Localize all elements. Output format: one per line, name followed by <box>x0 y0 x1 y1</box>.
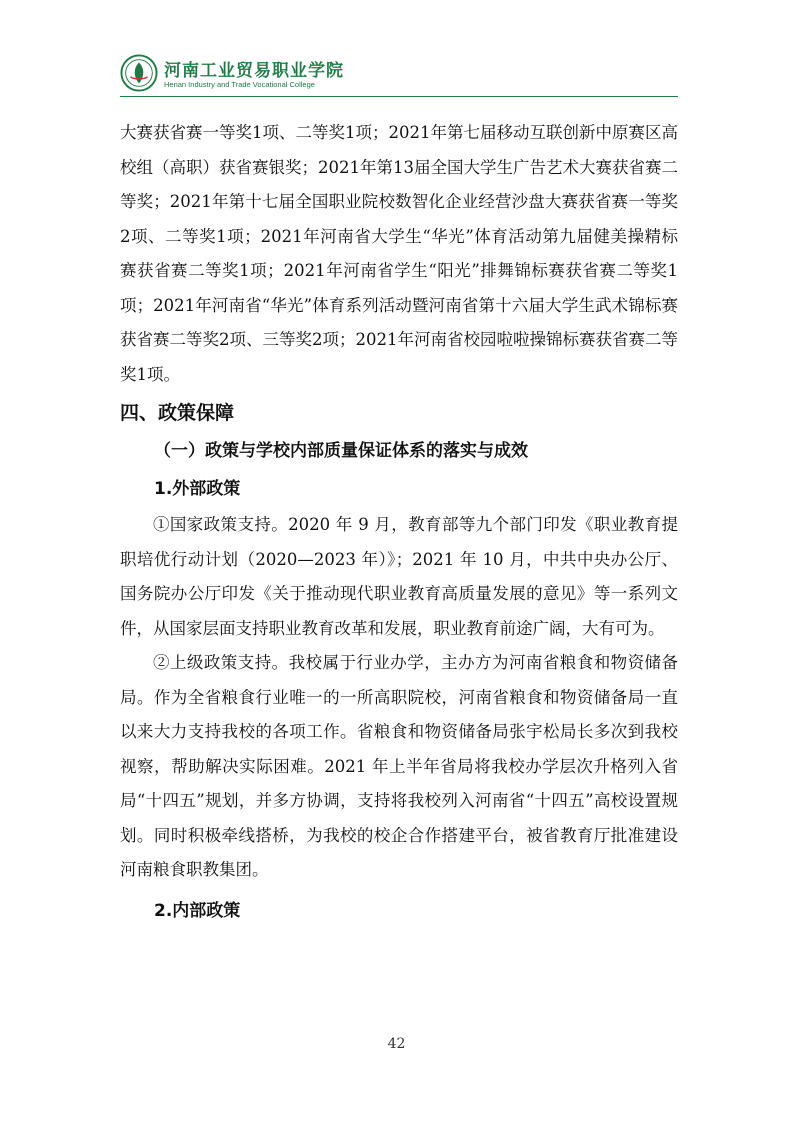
page-header <box>120 50 680 96</box>
school-name-cn: 河南工业贸易职业学院 <box>164 61 344 81</box>
school-name-en: Henan Industry and Trade Vocational College <box>164 80 315 89</box>
page-number: 42 <box>387 1036 406 1052</box>
item1-heading: 1.外部政策 <box>154 479 241 499</box>
superior-policy-paragraph: ②上级政策支持。我校属于行业办学，主办方为河南省粮食和物资储备局。作为全省粮食行业唯一的一所高职院校，河南省粮食和物资储备局一直以来大力支持我校的各项工作。省粮食和物资储备局张宇松局长多次到我校视察，帮助解决实际困难。2021 年上半年省局将我校办学层次升格列入省局“十四五”规划，并多方协调，支持将我校列入河南省“十四五”高校设置规划。同时积极牵线搭桥，为我校的校企合作搭建平台，被省教育厅批准建设河南粮食职教集团。 <box>120 653 678 879</box>
subsection-heading: （一）政策与学校内部质量保证体系的落实与成效 <box>154 441 528 461</box>
intro-paragraph: 大赛获省赛一等奖1项、二等奖1项；2021年第七届移动互联创新中原赛区高校组（高职）获省赛银奖；2021年第13届全国大学生广告艺术大赛获省赛二等奖；2021年第十七届全国职业院校数智化企业经营沙盘大赛获省赛一等奖2项、二等奖1项；2021年河南省大学生“华光”体育活动第九届健美操精标赛获省赛二等奖1项；2021年河南省学生“阳光”排舞锦标赛获省赛二等奖1项；2021年河南省“华光”体育系列活动暨河南省第十六届大学生武术锦标赛获省赛二等奖2项、三等奖2项；2021年河南省校园啦啦操锦标赛获省赛二等奖1项。 <box>120 123 678 384</box>
national-policy-paragraph: ①国家政策支持。2020 年 9 月，教育部等九个部门印发《职业教育提职培优行动计划（2020—2023 年）》；2021 年 10 月，中共中央办公厅、国务院办公厅印发《关于推动现代职业教育高质量发展的意见》等一系列文件，从国家层面支持职业教育改革和发展，职业教育前途广阔，大有可为。 <box>120 515 678 638</box>
document-body <box>120 116 678 930</box>
header-divider <box>120 96 678 97</box>
college-emblem-icon <box>120 54 158 92</box>
item2-heading: 2.内部政策 <box>154 900 241 921</box>
section-heading: 四、政策保障 <box>120 402 235 424</box>
